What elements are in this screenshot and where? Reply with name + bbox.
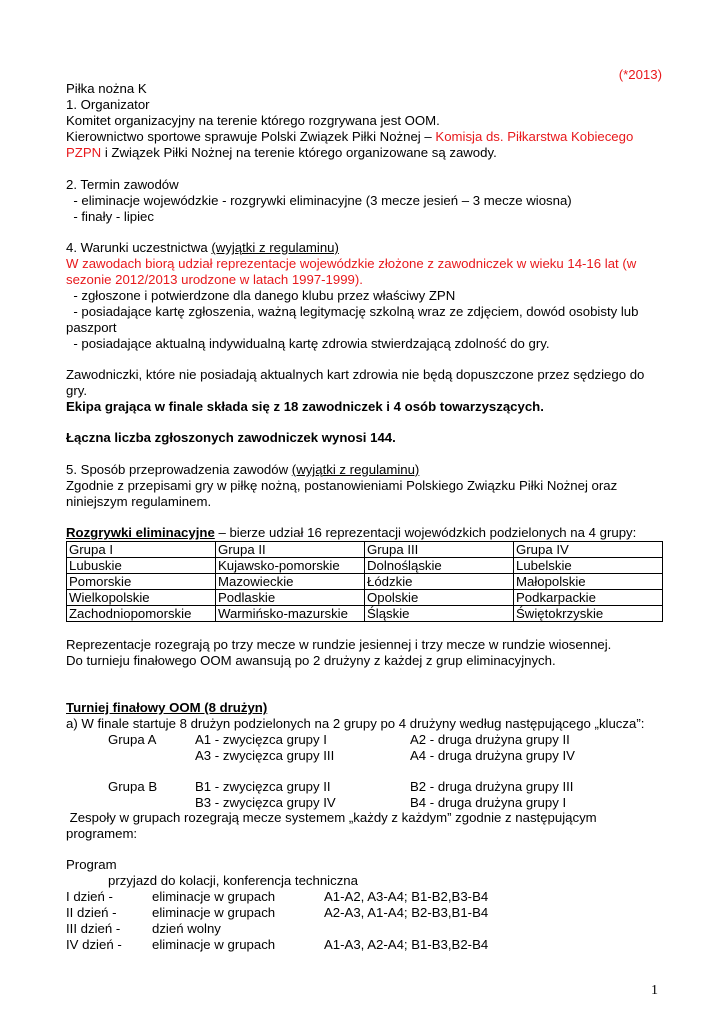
program-matches: A1-A2, A3-A4; B1-B2,B3-B4 xyxy=(324,889,489,904)
group-b-label: Grupa B xyxy=(108,779,158,794)
program-matches: A1-A3, A2-A4; B1-B3,B2-B4 xyxy=(324,937,489,952)
team-composition: Ekipa grająca w finale składa się z 18 zawodniczek i 4 osób towarzyszących. xyxy=(66,399,544,414)
section-4-line: paszport xyxy=(66,320,117,335)
program-day: I dzień - xyxy=(66,889,113,904)
section-1-heading: 1. Organizator xyxy=(66,97,150,112)
section-2-line: - finały - lipiec xyxy=(66,209,154,224)
program-day: III dzień - xyxy=(66,921,121,936)
red-text: W zawodach biorą udział reprezentacje wojewódzkie złożone z zawodniczek w wieku 14-16 lat (w xyxy=(66,256,637,271)
program-desc: eliminacje w grupach xyxy=(152,937,276,952)
table-header-row xyxy=(67,542,663,558)
table-cell: Małopolskie xyxy=(514,574,663,590)
group-a-slot: A3 - zwycięzca grupy III xyxy=(195,748,335,763)
elimination-intro: Rozgrywki eliminacyjne – bierze udział 16 reprezentacji wojewódzkich podzielonych na 4 grupy: xyxy=(66,525,637,540)
table-cell: Pomorskie xyxy=(67,574,216,590)
table-cell: Wielkopolskie xyxy=(67,590,216,606)
group-b-slot: B4 - druga drużyna grupy I xyxy=(410,795,567,810)
section-4-line: - posiadające kartę zgłoszenia, ważną legitymację szkolną wraz ze zdjęciem, dowód osobisty lub xyxy=(66,304,639,319)
section-1-line: PZPN i Związek Piłki Nożnej na terenie którego organizowane są zawody. xyxy=(66,145,497,160)
table-cell: Kujawsko-pomorskie xyxy=(216,558,365,574)
table-row xyxy=(67,574,663,590)
program-matches: A2-A3, A1-A4; B2-B3,B1-B4 xyxy=(324,905,489,920)
section-1-line: Kierownictwo sportowe sprawuje Polski Związek Piłki Nożnej – Komisja ds. Piłkarstwa Kobiecego xyxy=(66,129,634,144)
table-cell: Łódzkie xyxy=(365,574,514,590)
group-b-slot: B2 - druga drużyna grupy III xyxy=(410,779,574,794)
year-tag: (*2013) xyxy=(618,67,662,82)
total-players: Łączna liczba zgłoszonych zawodniczek wynosi 144. xyxy=(66,430,396,445)
table-cell: Podlaskie xyxy=(216,590,365,606)
section-2-heading: 2. Termin zawodów xyxy=(66,177,179,192)
group-b-slot: B1 - zwycięzca grupy II xyxy=(195,779,331,794)
group-a-slot: A4 - druga drużyna grupy IV xyxy=(410,748,575,763)
program-arrival: przyjazd do kolacji, konferencja techniczna xyxy=(108,873,358,888)
section-5-heading: 5. Sposób przeprowadzenia zawodów (wyjątki z regulaminu) xyxy=(66,462,420,477)
document-title: Piłka nożna K xyxy=(66,81,147,96)
table-cell: Podkarpackie xyxy=(514,590,663,606)
program-day: IV dzień - xyxy=(66,937,122,952)
program-desc: dzień wolny xyxy=(152,921,221,936)
program-desc: eliminacje w grupach xyxy=(152,905,276,920)
section-4-heading: 4. Warunki uczestnictwa (wyjątki z regulaminu) xyxy=(66,240,339,255)
section-2-line: - eliminacje wojewódzkie - rozgrywki eliminacyjne (3 mecze jesień – 3 mecze wiosna) xyxy=(66,193,572,208)
table-cell: Grupa I xyxy=(67,542,216,558)
table-cell: Opolskie xyxy=(365,590,514,606)
red-text: sezonie 2012/2013 urodzone w latach 1997-1999). xyxy=(66,272,363,287)
program-heading: Program xyxy=(66,857,117,872)
table-cell: Mazowieckie xyxy=(216,574,365,590)
table-cell: Lubelskie xyxy=(514,558,663,574)
table-cell: Lubuskie xyxy=(67,558,216,574)
group-b-slot: B3 - zwycięzca grupy IV xyxy=(195,795,336,810)
red-text: Komisja ds. Piłkarstwa Kobiecego xyxy=(435,129,634,144)
group-a-slot: A1 - zwycięzca grupy I xyxy=(195,732,327,747)
program-desc: eliminacje w grupach xyxy=(152,889,276,904)
final-heading: Turniej finałowy OOM (8 drużyn) xyxy=(66,700,268,715)
section-5-line: Zgodnie z przepisami gry w piłkę nożną, postanowieniami Polskiego Związku Piłki Nożnej oraz xyxy=(66,478,618,493)
section-4-line: - posiadające aktualną indywidualną kartę zdrowia stwierdzającą zdolność do gry. xyxy=(66,336,550,351)
round-robin-note: programem: xyxy=(66,826,138,841)
table-cell: Warmińsko-mazurskie xyxy=(216,606,365,622)
health-note: gry. xyxy=(66,383,88,398)
after-table-line: Reprezentacje rozegrają po trzy mecze w rundzie jesiennej i trzy mecze w rundzie wiosennej. xyxy=(66,637,612,652)
table-row xyxy=(67,606,663,622)
red-text: PZPN xyxy=(66,145,102,160)
section-1-line: Komitet organizacyjny na terenie którego rozgrywana jest OOM. xyxy=(66,113,440,128)
group-a-slot: A2 - druga drużyna grupy II xyxy=(410,732,570,747)
health-note: Zawodniczki, które nie posiadają aktualnych kart zdrowia nie będą dopuszczone przez sędziego do xyxy=(66,367,645,382)
after-table-line: Do turnieju finałowego OOM awansują po 2 drużyny z każdej z grup eliminacyjnych. xyxy=(66,653,556,668)
groups-table xyxy=(66,541,663,622)
section-5-line: niniejszym regulaminem. xyxy=(66,494,212,509)
page-number: 1 xyxy=(651,983,658,998)
round-robin-note: Zespoły w grupach rozegrają mecze systemem „każdy z każdym” zgodnie z następującym xyxy=(66,810,597,825)
table-cell: Dolnośląskie xyxy=(365,558,514,574)
table-cell: Grupa III xyxy=(365,542,514,558)
table-cell: Grupa IV xyxy=(514,542,663,558)
group-a-label: Grupa A xyxy=(108,732,157,747)
table-cell: Śląskie xyxy=(365,606,514,622)
table-row xyxy=(67,590,663,606)
program-day: II dzień - xyxy=(66,905,117,920)
table-cell: Grupa II xyxy=(216,542,365,558)
final-key-intro: a) W finale startuje 8 drużyn podzielonych na 2 grupy po 4 drużyny według następującego „klucza”: xyxy=(66,716,645,731)
table-cell: Zachodniopomorskie xyxy=(67,606,216,622)
table-row xyxy=(67,558,663,574)
section-4-line: - zgłoszone i potwierdzone dla danego klubu przez właściwy ZPN xyxy=(66,288,456,303)
table-cell: Świętokrzyskie xyxy=(514,606,663,622)
